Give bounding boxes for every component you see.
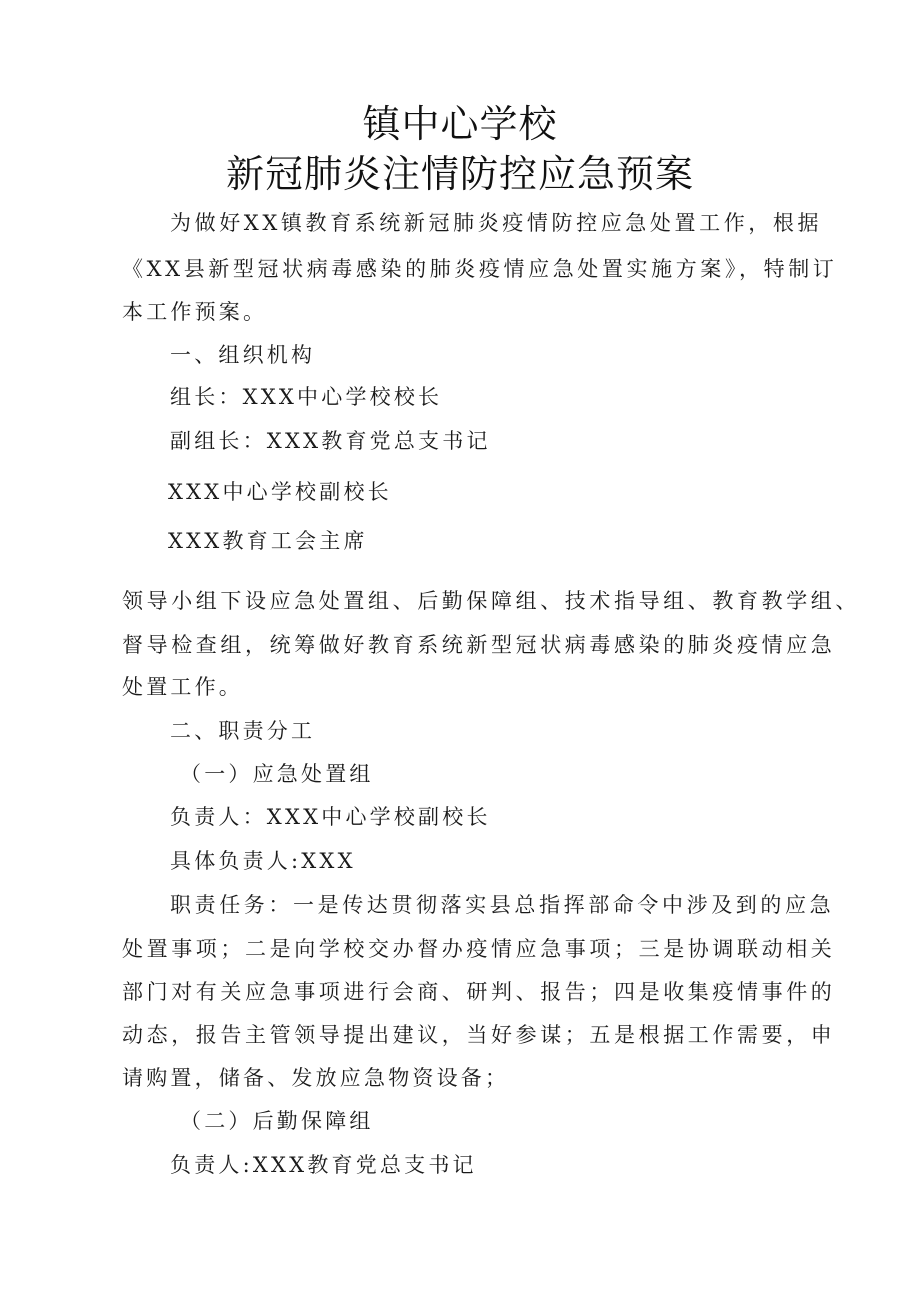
deputy-leader-line: 副组长：XXX教育党总支书记	[170, 429, 491, 453]
duties-paragraph-line: 职责任务：一是传达贯彻落实县总指挥部命令中涉及到的应急	[170, 893, 835, 917]
section-heading-organization: 一、组织机构	[170, 343, 316, 367]
groups-paragraph-line: 督导检查组，统筹做好教育系统新型冠状病毒感染的肺炎疫情应急	[122, 633, 836, 657]
logistics-person-in-charge-line: 负责人:XXX教育党总支书记	[170, 1153, 477, 1177]
intro-paragraph-line: 本工作预案。	[122, 300, 268, 324]
groups-paragraph-line: 处置工作。	[122, 675, 243, 699]
groups-paragraph-line: 领导小组下设应急处置组、后勤保障组、技术指导组、教育教学组、	[122, 589, 860, 613]
specific-person-in-charge-line: 具体负责人:XXX	[170, 849, 356, 873]
intro-paragraph-line: 为做好XX镇教育系统新冠肺炎疫情防控应急处置工作，根据	[170, 211, 823, 235]
duties-paragraph-line: 请购置，储备、发放应急物资设备；	[122, 1066, 510, 1090]
deputy-leader-line: XXX教育工会主席	[168, 529, 368, 553]
duties-paragraph-line: 处置事项；二是向学校交办督办疫情应急事项；三是协调联动相关	[122, 937, 836, 961]
duties-paragraph-line: 部门对有关应急事项进行会商、研判、报告；四是收集疫情事件的	[122, 980, 836, 1004]
document-title-line-2: 新冠肺炎注情防控应急预案	[225, 152, 694, 196]
subsection-heading-logistics: （二）后勤保障组	[180, 1109, 374, 1133]
document-title-line-1: 镇中心学校	[362, 102, 558, 146]
deputy-leader-line: XXX中心学校副校长	[168, 480, 392, 504]
leader-line: 组长：XXX中心学校校长	[170, 385, 443, 409]
section-heading-duties: 二、职责分工	[170, 719, 316, 743]
subsection-heading-emergency: （一）应急处置组	[180, 762, 374, 786]
person-in-charge-line: 负责人：XXX中心学校副校长	[170, 805, 491, 829]
duties-paragraph-line: 动态，报告主管领导提出建议，当好参谋；五是根据工作需要，申	[122, 1023, 836, 1047]
intro-paragraph-line: 《XX县新型冠状病毒感染的肺炎疫情应急处置实施方案》，特制订	[122, 257, 838, 281]
